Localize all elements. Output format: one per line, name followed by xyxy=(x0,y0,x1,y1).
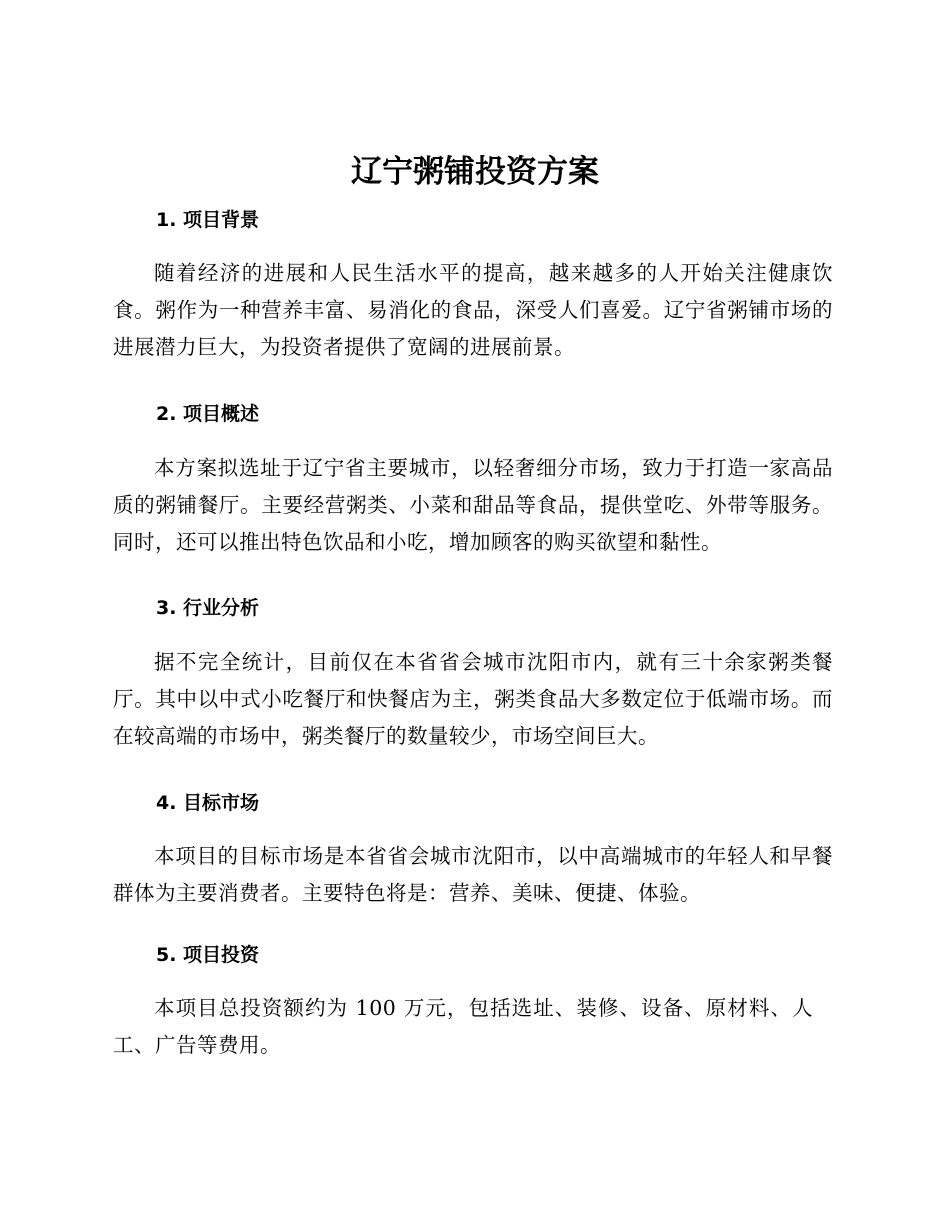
section-heading-overview: 2. 项目概述 xyxy=(156,403,260,425)
document-title: 辽宁粥铺投资方案 xyxy=(351,154,599,190)
section-body-background: 随着经济的进展和人民生活水平的提高，越来越多的人开始关注健康饮食。粥作为一种营养丰富、易消化的食品，深受人们喜爱。辽宁省粥铺市场的进展潜力巨大，为投资者提供了宽阔的进展前景。 xyxy=(113,261,833,359)
section-heading-industry-analysis: 3. 行业分析 xyxy=(156,597,260,619)
section-body-industry-analysis: 据不完全统计，目前仅在本省省会城市沈阳市内，就有三十余家粥类餐厅。其中以中式小吃餐厅和快餐店为主，粥类食品大多数定位于低端市场。而在较高端的市场中，粥类餐厅的数量较少，市场空间巨大。 xyxy=(113,650,833,748)
section-body-target-market: 本项目的目标市场是本省省会城市沈阳市，以中高端城市的年轻人和早餐群体为主要消费者。主要特色将是：营养、美味、便捷、体验。 xyxy=(113,844,833,905)
section-heading-target-market: 4. 目标市场 xyxy=(156,792,260,814)
section-heading-background: 1. 项目背景 xyxy=(156,209,260,231)
section-body-investment: 本项目总投资额约为 100 万元，包括选址、装修、设备、原材料、人工、广告等费用。 xyxy=(113,996,813,1057)
section-body-overview: 本方案拟选址于辽宁省主要城市，以轻奢细分市场，致力于打造一家高品质的粥铺餐厅。主要经营粥类、小菜和甜品等食品，提供堂吃、外带等服务。同时，还可以推出特色饮品和小吃，增加顾客的购买欲望和黏性。 xyxy=(113,456,833,554)
section-heading-investment: 5. 项目投资 xyxy=(156,944,260,966)
